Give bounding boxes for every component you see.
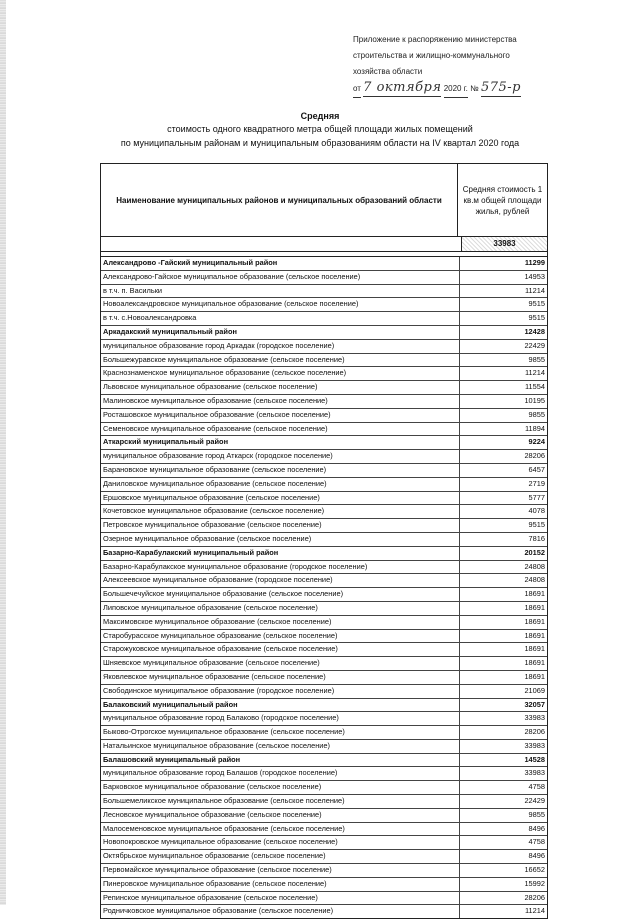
table-row	[101, 340, 547, 354]
row-name: Шняевское муниципальное образование (сельское поселение)	[101, 657, 460, 670]
table-row	[101, 726, 547, 740]
table-row	[101, 643, 547, 657]
row-value: 18691	[524, 630, 545, 640]
table-body	[101, 257, 547, 918]
table-row	[101, 740, 547, 754]
table-row	[101, 519, 547, 533]
row-value: 14953	[524, 271, 545, 281]
row-name: Пинеровское муниципальное образование (сельское поселение)	[101, 878, 460, 891]
table-row	[101, 533, 547, 547]
approval-line-2: строительства и жилищно-коммунального	[353, 51, 510, 60]
row-name: Алексеевское муниципальное образование (городское поселение)	[101, 574, 460, 587]
row-name: Репинское муниципальное образование (сельское поселение)	[101, 892, 460, 905]
table-row	[101, 864, 547, 878]
row-name: Краснознаменское муниципальное образование (сельское поселение)	[101, 367, 460, 380]
row-value: 22429	[524, 796, 545, 806]
table-row	[101, 809, 547, 823]
row-value: 11299	[524, 258, 545, 267]
row-value: 11214	[524, 368, 545, 378]
row-value: 14528	[524, 754, 545, 764]
row-value: 11214	[524, 906, 545, 916]
row-value: 15992	[524, 878, 545, 888]
table-row	[101, 478, 547, 492]
row-name: Аткарский муниципальный район	[101, 436, 460, 449]
row-value: 11214	[524, 285, 545, 295]
row-value: 4758	[528, 782, 545, 792]
row-value: 11554	[524, 382, 545, 392]
approval-note	[353, 32, 593, 98]
row-name: муниципальное образование город Аткарск (городское поселение)	[101, 450, 460, 463]
row-name: в т.ч. с.Новоалександровка	[101, 312, 460, 325]
table-row	[101, 381, 547, 395]
row-value: 11894	[524, 423, 545, 433]
table-row	[101, 505, 547, 519]
table-row	[101, 312, 547, 326]
row-value: 18691	[524, 658, 545, 668]
table-row	[101, 892, 547, 906]
row-value: 24808	[524, 575, 545, 585]
table-row	[101, 850, 547, 864]
row-name: Малиновское муниципальное образование (сельское поселение)	[101, 395, 460, 408]
row-value: 6457	[528, 464, 545, 474]
row-name: в т.ч. п. Васильки	[101, 285, 460, 298]
table-row	[101, 271, 547, 285]
table-row	[101, 492, 547, 506]
row-name: Октябрьское муниципальное образование (сельское поселение)	[101, 850, 460, 863]
table-row	[101, 767, 547, 781]
table-row	[101, 836, 547, 850]
row-value: 9855	[528, 354, 545, 364]
handwritten-date: 7 октября	[363, 80, 442, 95]
row-name: Росташовское муниципальное образование (сельское поселение)	[101, 409, 460, 422]
table-row	[101, 588, 547, 602]
table-row	[101, 616, 547, 630]
date-prefix: от	[353, 81, 361, 98]
row-value: 4078	[528, 506, 545, 516]
row-value: 8496	[528, 823, 545, 833]
row-name: Даниловское муниципальное образование (сельское поселение)	[101, 478, 460, 491]
row-name: Большемеликское муниципальное образование (сельское поселение)	[101, 795, 460, 808]
table-row	[101, 354, 547, 368]
row-name: Александрово -Гайский муниципальный район	[101, 257, 460, 270]
row-name: Барковское муниципальное образование (сельское поселение)	[101, 781, 460, 794]
row-name: Быково-Отрогское муниципальное образование (сельское поселение)	[101, 726, 460, 739]
table-row	[101, 657, 547, 671]
row-value: 2719	[528, 478, 545, 488]
row-value: 21069	[524, 685, 545, 695]
row-name: Ершовское муниципальное образование (сельское поселение)	[101, 492, 460, 505]
table-row	[101, 905, 547, 918]
row-value: 5777	[528, 492, 545, 502]
row-name: Родничковское муниципальное образование (сельское поселение)	[101, 905, 460, 918]
row-value: 33983	[524, 713, 545, 723]
row-value: 7816	[528, 533, 545, 543]
table-row	[101, 671, 547, 685]
row-value: 18691	[524, 602, 545, 612]
header-value-column: Средняя стоимость 1 кв.м общей площади жилья, рублей	[462, 184, 543, 216]
district-row	[101, 699, 547, 713]
table-row	[101, 285, 547, 299]
row-value: 9224	[528, 437, 545, 447]
row-value: 20152	[524, 547, 545, 557]
document-title	[0, 110, 640, 150]
row-value: 16652	[524, 865, 545, 875]
row-value: 28206	[524, 451, 545, 461]
row-name: Большечечуйское муниципальное образование (сельское поселение)	[101, 588, 460, 601]
row-value: 32057	[524, 699, 545, 709]
row-value: 8496	[528, 851, 545, 861]
table-row	[101, 298, 547, 312]
table-row	[101, 395, 547, 409]
row-name: Свободинское муниципальное образование (городское поселение)	[101, 685, 460, 698]
row-value: 12428	[524, 326, 545, 336]
row-name: Новоалександровское муниципальное образование (сельское поселение)	[101, 298, 460, 311]
row-name: Большежуравское муниципальное образование (сельское поселение)	[101, 354, 460, 367]
row-value: 33983	[524, 768, 545, 778]
row-name: Базарно-Карабулакский муниципальный район	[101, 547, 460, 560]
row-name: Первомайское муниципальное образование (сельское поселение)	[101, 864, 460, 877]
row-value: 28206	[524, 892, 545, 902]
row-name: Старобурасское муниципальное образование (сельское поселение)	[101, 630, 460, 643]
table-header	[101, 164, 547, 237]
table-row	[101, 602, 547, 616]
table-row	[101, 823, 547, 837]
row-value: 4758	[528, 837, 545, 847]
average-row	[101, 237, 547, 252]
row-value: 9515	[528, 299, 545, 309]
year-label: 2020 г.	[444, 81, 468, 98]
approval-line-3: хозяйства области	[353, 67, 423, 76]
table-row	[101, 795, 547, 809]
row-value: 9515	[528, 313, 545, 323]
row-name: Балаковский муниципальный район	[101, 699, 460, 712]
number-prefix: №	[470, 84, 479, 93]
handwritten-number: 575-р	[480, 80, 521, 95]
row-name: Старожуковское муниципальное образование (сельское поселение)	[101, 643, 460, 656]
table-row	[101, 450, 547, 464]
row-value: 18691	[524, 671, 545, 681]
table-row	[101, 464, 547, 478]
row-value: 24808	[524, 561, 545, 571]
table-row	[101, 574, 547, 588]
row-value: 28206	[524, 727, 545, 737]
row-name: Аркадакский муниципальный район	[101, 326, 460, 339]
row-name: Малосеменовское муниципальное образование (сельское поселение)	[101, 823, 460, 836]
row-name: Липовское муниципальное образование (сельское поселение)	[101, 602, 460, 615]
row-value: 22429	[524, 340, 545, 350]
approval-line-1: Приложение к распоряжению министерства	[353, 35, 517, 44]
row-value: 9515	[528, 520, 545, 530]
header-name-column: Наименование муниципальных районов и муниципальных образований области	[101, 164, 458, 236]
row-name: Новопокровское муниципальное образование (сельское поселение)	[101, 836, 460, 849]
table-row	[101, 685, 547, 699]
district-row	[101, 547, 547, 561]
row-name: Семеновское муниципальное образование (сельское поселение)	[101, 423, 460, 436]
table-row	[101, 367, 547, 381]
table-row	[101, 423, 547, 437]
district-row	[101, 754, 547, 768]
district-row	[101, 326, 547, 340]
row-name: Натальинское муниципальное образование (сельское поселение)	[101, 740, 460, 753]
row-name: Барановское муниципальное образование (сельское поселение)	[101, 464, 460, 477]
table-row	[101, 561, 547, 575]
district-row	[101, 436, 547, 450]
row-name: Базарно-Карабулакское муниципальное образование (городское поселение)	[101, 561, 460, 574]
approval-date-line	[353, 80, 521, 95]
row-name: муниципальное образование город Аркадак (городское поселение)	[101, 340, 460, 353]
row-name: Александрово-Гайское муниципальное образование (сельское поселение)	[101, 271, 460, 284]
title-sub2: по муниципальным районам и муниципальным образованиям области на IV квартал 2020 года	[120, 138, 520, 148]
average-row-label	[101, 237, 462, 251]
row-name: Балашовский муниципальный район	[101, 754, 460, 767]
row-name: муниципальное образование город Балашов (городское поселение)	[101, 767, 460, 780]
row-name: Кочетовское муниципальное образование (сельское поселение)	[101, 505, 460, 518]
table-row	[101, 630, 547, 644]
row-value: 18691	[524, 589, 545, 599]
row-name: муниципальное образование город Балаково (городское поселение)	[101, 712, 460, 725]
row-name: Львовское муниципальное образование (сельское поселение)	[101, 381, 460, 394]
row-name: Петровское муниципальное образование (сельское поселение)	[101, 519, 460, 532]
row-name: Лесновское муниципальное образование (сельское поселение)	[101, 809, 460, 822]
row-value: 9855	[528, 409, 545, 419]
row-name: Яковлевское муниципальное образование (сельское поселение)	[101, 671, 460, 684]
title-main: Средняя	[300, 111, 340, 121]
table-row	[101, 409, 547, 423]
table-row	[101, 878, 547, 892]
row-value: 10195	[524, 395, 545, 405]
table-row	[101, 781, 547, 795]
table-row	[101, 712, 547, 726]
row-value: 18691	[524, 616, 545, 626]
row-value: 18691	[524, 644, 545, 654]
row-name: Максимовское муниципальное образование (сельское поселение)	[101, 616, 460, 629]
cost-table	[100, 163, 548, 919]
row-name: Озерное муниципальное образование (сельское поселение)	[101, 533, 460, 546]
row-value: 33983	[524, 740, 545, 750]
average-value: 33983	[462, 237, 547, 251]
title-sub: стоимость одного квадратного метра общей площади жилых помещений	[167, 124, 473, 134]
district-row	[101, 257, 547, 271]
row-value: 9855	[528, 809, 545, 819]
